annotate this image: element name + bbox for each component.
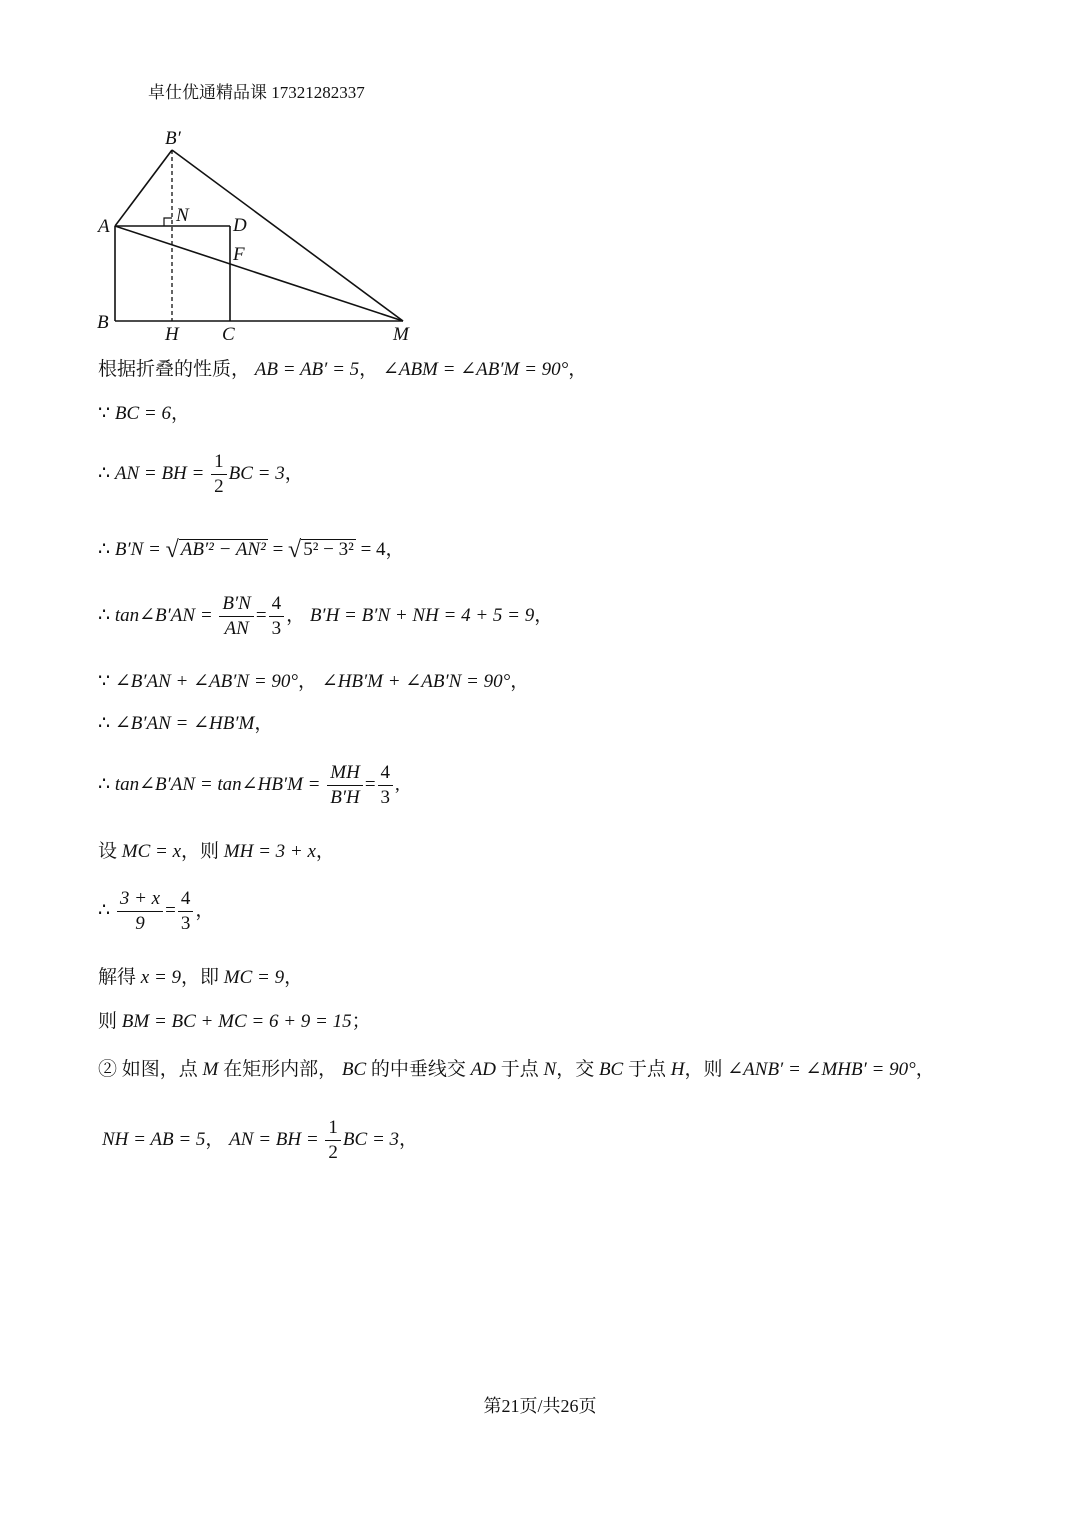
solution-line-2	[98, 402, 190, 426]
text: ，交	[556, 1059, 595, 1080]
punctuation: ，	[170, 403, 190, 424]
equation: = 4	[360, 539, 386, 560]
punctuation: ，	[399, 1128, 419, 1150]
equation: MH = 3 + x	[223, 841, 316, 862]
solution-line-4	[98, 538, 405, 562]
denominator: 3	[380, 787, 391, 808]
equation: ∠ANB′ = ∠MHB′ = 90°	[727, 1059, 916, 1080]
radical-icon: √	[288, 537, 302, 563]
separator: ，	[286, 604, 306, 626]
numerator: 4	[378, 761, 394, 786]
solution-line-6	[98, 670, 529, 694]
numerator: 3 + x	[117, 887, 163, 912]
solution-line-8	[98, 761, 400, 810]
solution-line-5	[98, 592, 553, 641]
label-b: B	[97, 312, 109, 333]
text: ，则	[181, 841, 220, 862]
equation: BC = 6	[114, 403, 171, 424]
text: ② 如图，点	[98, 1059, 198, 1080]
punctuation: ,	[395, 773, 400, 795]
equation: ∠HB′M + ∠AB′N = 90°	[321, 671, 511, 692]
variable: BC	[341, 1059, 367, 1080]
punctuation: ，	[284, 967, 304, 988]
label-b-prime: B′	[165, 128, 181, 149]
denominator: 3	[271, 618, 282, 639]
punctuation: ，	[568, 359, 588, 380]
numerator: B′N	[219, 592, 253, 617]
denominator: 2	[214, 476, 224, 497]
equation: AB = AB′ = 5	[254, 359, 360, 380]
therefore-symbol: ∴	[98, 899, 111, 921]
numerator: MH	[327, 761, 363, 786]
segment-am	[115, 226, 403, 321]
text: 设	[98, 841, 118, 862]
segment-ab-prime	[115, 150, 172, 226]
solution-line-11	[98, 966, 303, 990]
equation: ∠ABM = ∠AB′M = 90°	[382, 359, 569, 380]
equation: B′H = B′N + NH = 4 + 5 = 9	[309, 604, 535, 626]
numerator: 4	[269, 592, 285, 617]
text: 解得	[98, 967, 137, 988]
therefore-symbol: ∴	[98, 773, 111, 795]
fraction	[211, 450, 227, 499]
equation: BM = BC + MC = 6 + 9 = 15	[121, 1011, 352, 1032]
punctuation: ，	[254, 713, 274, 734]
radicand: AB′² − AN²	[180, 539, 266, 560]
punctuation: ，	[510, 671, 530, 692]
equation: AN = BH =	[114, 462, 205, 484]
equation: ∠B′AN + ∠AB′N = 90°	[114, 671, 299, 692]
because-symbol: ∵	[98, 671, 111, 692]
solution-line-9	[98, 840, 335, 864]
numerator: 1	[211, 450, 227, 475]
punctuation: ，	[385, 539, 405, 560]
equation: NH = AB = 5	[102, 1128, 206, 1150]
label-d: D	[233, 215, 247, 236]
text: 于点	[627, 1059, 666, 1080]
text: ，即	[181, 967, 220, 988]
because-symbol: ∵	[98, 403, 111, 424]
text: 在矩形内部，	[223, 1059, 338, 1080]
text: 于点	[500, 1059, 539, 1080]
separator: ，	[298, 671, 318, 692]
fraction	[269, 592, 285, 641]
therefore-symbol: ∴	[98, 604, 111, 626]
label-c: C	[222, 324, 235, 345]
fraction	[219, 592, 253, 641]
label-n: N	[176, 205, 189, 226]
therefore-symbol: ∴	[98, 539, 111, 560]
label-m: M	[393, 324, 409, 345]
equation: BC = 3	[228, 462, 285, 484]
variable: H	[670, 1059, 685, 1080]
punctuation: ，	[195, 899, 215, 921]
equation: ∠B′AN = ∠HB′M	[114, 713, 255, 734]
page-header: 卓仕优通精品课 17321282337	[148, 83, 365, 102]
punctuation: ，	[284, 462, 304, 484]
equals: =	[255, 604, 267, 626]
therefore-symbol: ∴	[98, 462, 111, 484]
denominator: AN	[224, 618, 249, 639]
punctuation: ；	[351, 1011, 371, 1032]
equation: BC = 3	[342, 1128, 400, 1150]
punctuation: ，	[915, 1059, 935, 1080]
equation: B′N =	[114, 539, 161, 560]
denominator: 2	[328, 1142, 338, 1163]
fraction	[325, 1116, 341, 1165]
numerator: 4	[178, 887, 194, 912]
solution-line-7	[98, 712, 273, 736]
text: 根据折叠的性质，	[98, 359, 251, 380]
solution-line-14	[102, 1116, 418, 1165]
variable: BC	[598, 1059, 624, 1080]
text: ，则	[684, 1059, 723, 1080]
segment-b-prime-m	[172, 150, 403, 321]
denominator: B′H	[330, 787, 360, 808]
therefore-symbol: ∴	[98, 713, 111, 734]
radical-icon: √	[165, 537, 179, 563]
equation: x = 9	[140, 967, 182, 988]
right-angle-mark	[164, 218, 172, 226]
label-h: H	[165, 324, 179, 345]
fraction	[117, 887, 163, 936]
denominator: 9	[135, 913, 145, 934]
separator: ，	[359, 359, 379, 380]
text: 则	[98, 1011, 118, 1032]
solution-line-1	[98, 358, 587, 382]
variable: AD	[470, 1059, 496, 1080]
solution-line-10	[98, 887, 214, 936]
denominator: 3	[180, 913, 191, 934]
fraction	[178, 887, 194, 936]
fraction	[327, 761, 363, 810]
radicand: 5² − 3²	[303, 539, 354, 560]
label-f: F	[233, 244, 245, 265]
separator: ，	[205, 1128, 225, 1150]
page-footer: 第21页/共26页	[483, 1396, 597, 1416]
equation: tan∠B′AN =	[114, 604, 213, 626]
variable: M	[202, 1059, 219, 1080]
punctuation: ，	[315, 841, 335, 862]
solution-line-3	[98, 450, 304, 499]
numerator: 1	[325, 1116, 341, 1141]
text: 的中垂线交	[370, 1059, 466, 1080]
label-a: A	[98, 216, 110, 237]
equation: MC = x	[121, 841, 182, 862]
equals: =	[165, 899, 176, 921]
variable: N	[543, 1059, 557, 1080]
equation: AN = BH =	[229, 1128, 319, 1150]
fraction	[378, 761, 394, 810]
geometry-figure	[90, 120, 430, 350]
equation: tan∠B′AN = tan∠HB′M =	[114, 773, 321, 795]
solution-line-13	[98, 1058, 935, 1082]
punctuation: ，	[534, 604, 554, 626]
equals: =	[364, 773, 376, 795]
equals: =	[272, 539, 284, 560]
equation: MC = 9	[223, 967, 285, 988]
solution-line-12	[98, 1010, 371, 1034]
